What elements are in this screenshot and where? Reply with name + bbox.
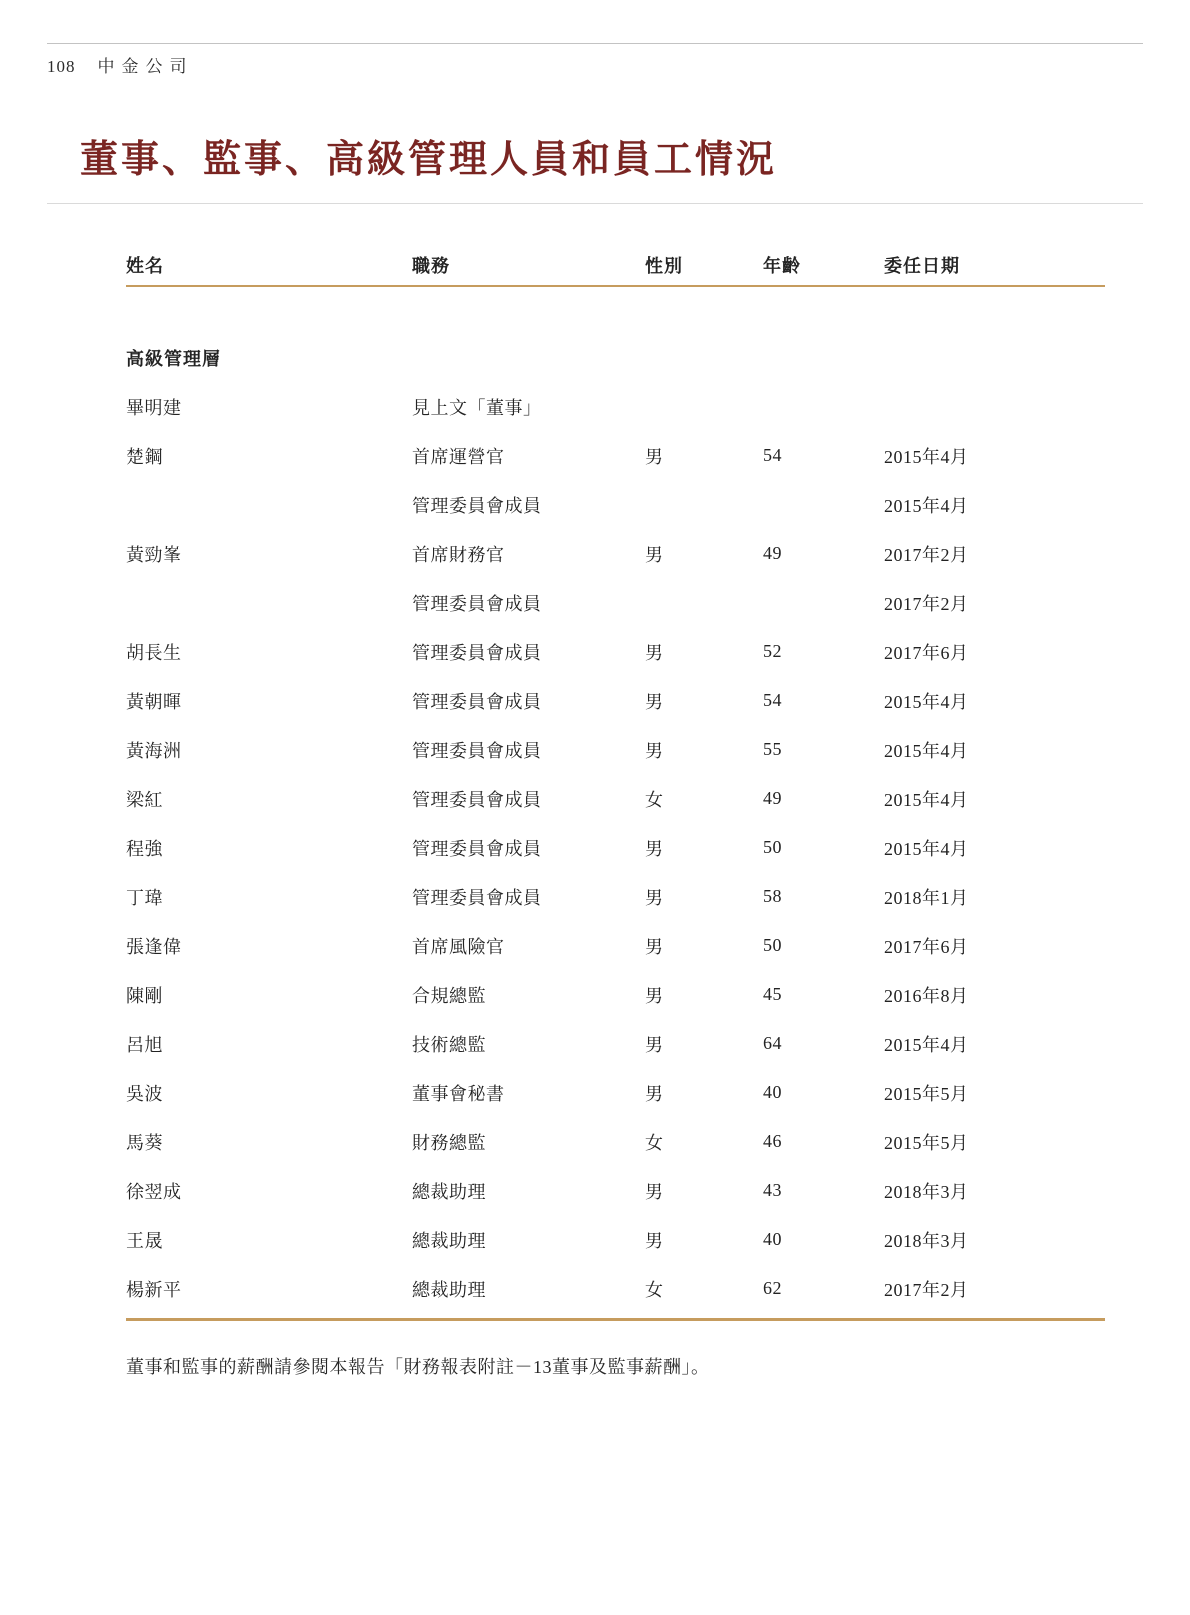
cell-date: 2015年4月 [884,1034,969,1055]
cell-name: 張逢偉 [126,936,182,957]
table-row [126,1166,1105,1215]
cell-gender: 女 [645,789,664,810]
cell-position: 總裁助理 [412,1230,486,1251]
cell-age: 54 [763,445,782,465]
table-row [126,676,1105,725]
cell-gender: 男 [645,1034,664,1055]
cell-position: 技術總監 [412,1034,486,1055]
table-row [126,872,1105,921]
cell-date: 2015年4月 [884,495,969,516]
page-title: 董事、監事、高級管理人員和員工情況 [80,139,778,181]
cell-position: 總裁助理 [412,1279,486,1300]
table-header-row [126,252,1105,287]
cell-name: 黃朝暉 [126,691,182,712]
table-row [126,529,1105,578]
table-body [126,382,1105,1321]
cell-name: 陳剛 [126,985,163,1006]
cell-name: 黃勁峯 [126,544,182,565]
table-row [126,1264,1105,1313]
cell-date: 2015年5月 [884,1083,969,1104]
col-header-gender: 性別 [645,256,683,276]
col-header-name: 姓名 [126,256,164,276]
cell-date: 2015年4月 [884,446,969,467]
cell-gender: 女 [645,1279,664,1300]
cell-position: 董事會秘書 [412,1083,505,1104]
cell-age: 62 [763,1278,782,1298]
table-row [126,774,1105,823]
footer-note: 董事和監事的薪酬請參閱本報告「財務報表附註－13董事及監事薪酬」。 [126,1357,710,1377]
cell-name: 馬葵 [126,1132,163,1153]
cell-gender: 男 [645,936,664,957]
cell-position: 管理委員會成員 [412,887,542,908]
cell-position: 管理委員會成員 [412,642,542,663]
cell-position: 首席財務官 [412,544,505,565]
col-header-position: 職務 [412,256,450,276]
cell-date: 2018年3月 [884,1181,969,1202]
cell-age: 43 [763,1180,782,1200]
page-header [47,52,194,77]
cell-date: 2017年2月 [884,544,969,565]
company-name: 中金公司 [97,57,194,76]
cell-gender: 男 [645,838,664,859]
cell-name: 丁瑋 [126,887,163,908]
cell-name: 畢明建 [126,397,182,418]
cell-name: 徐翌成 [126,1181,182,1202]
table-row [126,382,1105,431]
cell-position: 首席風險官 [412,936,505,957]
cell-name: 楚鋼 [126,446,163,467]
cell-age: 52 [763,641,782,661]
cell-position: 管理委員會成員 [412,495,542,516]
cell-age: 49 [763,543,782,563]
cell-age: 40 [763,1082,782,1102]
cell-age: 58 [763,886,782,906]
cell-gender: 男 [645,887,664,908]
cell-gender: 男 [645,985,664,1006]
cell-position: 財務總監 [412,1132,486,1153]
cell-date: 2018年1月 [884,887,969,908]
cell-age: 50 [763,837,782,857]
cell-date: 2016年8月 [884,985,969,1006]
cell-age: 64 [763,1033,782,1053]
cell-name: 楊新平 [126,1279,182,1300]
section-header: 高級管理層 [126,349,221,369]
cell-date: 2015年4月 [884,691,969,712]
cell-name: 梁紅 [126,789,163,810]
cell-age: 50 [763,935,782,955]
cell-position: 管理委員會成員 [412,740,542,761]
table-row [126,1068,1105,1117]
cell-gender: 男 [645,1083,664,1104]
cell-age: 54 [763,690,782,710]
cell-name: 吳波 [126,1083,163,1104]
cell-position: 首席運營官 [412,446,505,467]
cell-name: 胡長生 [126,642,182,663]
col-header-age: 年齡 [763,256,801,276]
cell-gender: 男 [645,691,664,712]
cell-date: 2015年5月 [884,1132,969,1153]
cell-date: 2017年2月 [884,593,969,614]
table-row [126,578,1105,627]
cell-age: 46 [763,1131,782,1151]
table-row [126,921,1105,970]
cell-gender: 男 [645,740,664,761]
table-row [126,823,1105,872]
table-row [126,1019,1105,1068]
cell-date: 2015年4月 [884,838,969,859]
cell-date: 2018年3月 [884,1230,969,1251]
col-header-date: 委任日期 [884,256,960,276]
cell-age: 55 [763,739,782,759]
cell-position: 管理委員會成員 [412,789,542,810]
top-rule [47,43,1143,44]
cell-age: 45 [763,984,782,1004]
cell-gender: 女 [645,1132,664,1153]
table-row [126,431,1105,480]
cell-name: 黃海洲 [126,740,182,761]
cell-position: 總裁助理 [412,1181,486,1202]
cell-position: 合規總監 [412,985,486,1006]
table-row [126,627,1105,676]
cell-name: 王晟 [126,1230,163,1251]
cell-position: 管理委員會成員 [412,691,542,712]
cell-date: 2015年4月 [884,789,969,810]
table-row [126,970,1105,1019]
cell-date: 2017年2月 [884,1279,969,1300]
cell-gender: 男 [645,1181,664,1202]
cell-age: 49 [763,788,782,808]
cell-name: 呂旭 [126,1034,163,1055]
cell-date: 2017年6月 [884,642,969,663]
cell-position: 管理委員會成員 [412,593,542,614]
cell-position: 見上文「董事」 [412,397,542,418]
management-table [126,252,1105,1321]
page-number: 108 [47,57,76,76]
table-row [126,1215,1105,1264]
cell-name: 程強 [126,838,163,859]
cell-gender: 男 [645,1230,664,1251]
cell-gender: 男 [645,446,664,467]
table-row [126,1117,1105,1166]
cell-position: 管理委員會成員 [412,838,542,859]
cell-date: 2017年6月 [884,936,969,957]
cell-age: 40 [763,1229,782,1249]
table-row [126,725,1105,774]
cell-gender: 男 [645,642,664,663]
title-rule [47,203,1143,204]
table-row [126,480,1105,529]
cell-gender: 男 [645,544,664,565]
cell-date: 2015年4月 [884,740,969,761]
